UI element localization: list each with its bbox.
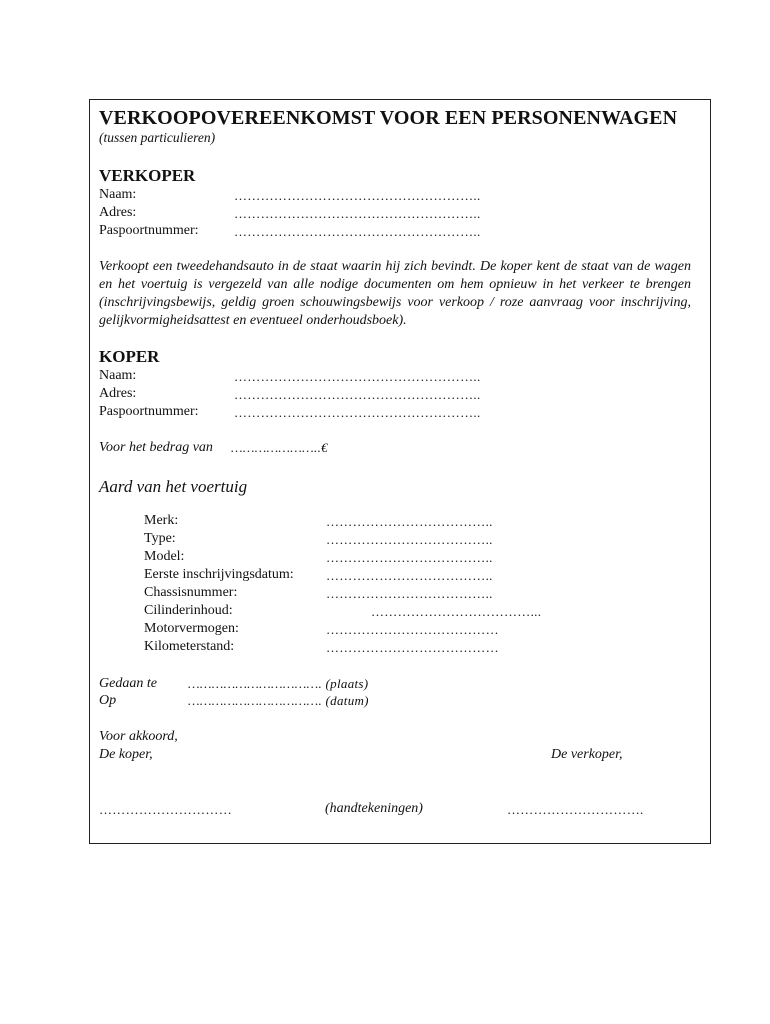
seller-address-label: Adres: (99, 205, 137, 220)
vehicle-mileage-label: Kilometerstand: (144, 639, 235, 654)
vehicle-heading: Aard van het voertuig (99, 477, 248, 496)
document-subtitle: (tussen particulieren) (99, 130, 216, 145)
agreement-label: Voor akkoord, (99, 729, 178, 744)
vehicle-first-registration-field[interactable]: ……………………………….. (326, 568, 493, 583)
buyer-passport-field[interactable]: ……………………………………………….. (234, 405, 481, 420)
document-title: VERKOOPOVEREENKOMST VOOR EEN PERSONENWAGEN (99, 107, 678, 129)
price-field[interactable]: …………………..€ (231, 440, 328, 455)
seller-passport-label: Paspoortnummer: (99, 223, 199, 238)
buyer-heading: KOPER (99, 347, 160, 366)
signatures-caption: (handtekeningen) (325, 801, 423, 816)
vehicle-chassis-label: Chassisnummer: (144, 585, 238, 600)
place-label: Gedaan te (99, 676, 157, 691)
vehicle-type-label: Type: (144, 531, 176, 546)
vehicle-power-label: Motorvermogen: (144, 621, 239, 636)
vehicle-mileage-field[interactable]: ………………………………… (326, 640, 499, 655)
vehicle-type-field[interactable]: ……………………………….. (326, 532, 493, 547)
vehicle-first-registration-label: Eerste inschrijvingsdatum: (144, 567, 294, 582)
buyer-signature-label: De koper, (99, 747, 153, 762)
vehicle-chassis-field[interactable]: ……………………………….. (326, 586, 493, 601)
seller-address-field[interactable]: ……………………………………………….. (234, 206, 481, 221)
seller-signature-label: De verkoper, (551, 747, 623, 762)
vehicle-displacement-label: Cilinderinhoud: (144, 603, 233, 618)
vehicle-brand-field[interactable]: ……………………………….. (326, 514, 493, 529)
price-label: Voor het bedrag van (99, 440, 213, 455)
date-label: Op (99, 693, 117, 708)
buyer-passport-label: Paspoortnummer: (99, 404, 199, 419)
sale-statement: Verkoopt een tweedehandsauto in de staat waarin hij zich bevindt. De koper kent de staat van de wagen en het voertuig is vergezeld van alle nodige documenten om hem opnieuw in het verkeer te brengen (inschrijvingsbewijs, geldig groen schouwingsbewijs voor verkoop / roze aanvraag voor inschrijving, gelijkvormigheidsattest en eventueel onderhoudsboek). (99, 259, 691, 328)
seller-signature-line[interactable]: …………………………. (507, 802, 644, 817)
vehicle-model-label: Model: (144, 549, 185, 564)
seller-name-field[interactable]: ……………………………………………….. (234, 188, 481, 203)
buyer-signature-line[interactable]: ………………………… (99, 802, 232, 817)
buyer-address-label: Adres: (99, 386, 137, 401)
buyer-name-label: Naam: (99, 368, 137, 383)
buyer-name-field[interactable]: ……………………………………………….. (234, 369, 481, 384)
place-field[interactable]: ……………………………. (plaats) (188, 676, 369, 691)
vehicle-model-field[interactable]: ……………………………….. (326, 550, 493, 565)
seller-heading: VERKOPER (99, 166, 196, 185)
seller-passport-field[interactable]: ……………………………………………….. (234, 224, 481, 239)
vehicle-brand-label: Merk: (144, 513, 179, 528)
vehicle-displacement-field[interactable]: ………………………………... (371, 604, 542, 619)
seller-name-label: Naam: (99, 187, 137, 202)
vehicle-power-field[interactable]: ………………………………… (326, 622, 499, 637)
date-field[interactable]: ……………………………. (datum) (188, 693, 369, 708)
buyer-address-field[interactable]: ……………………………………………….. (234, 387, 481, 402)
